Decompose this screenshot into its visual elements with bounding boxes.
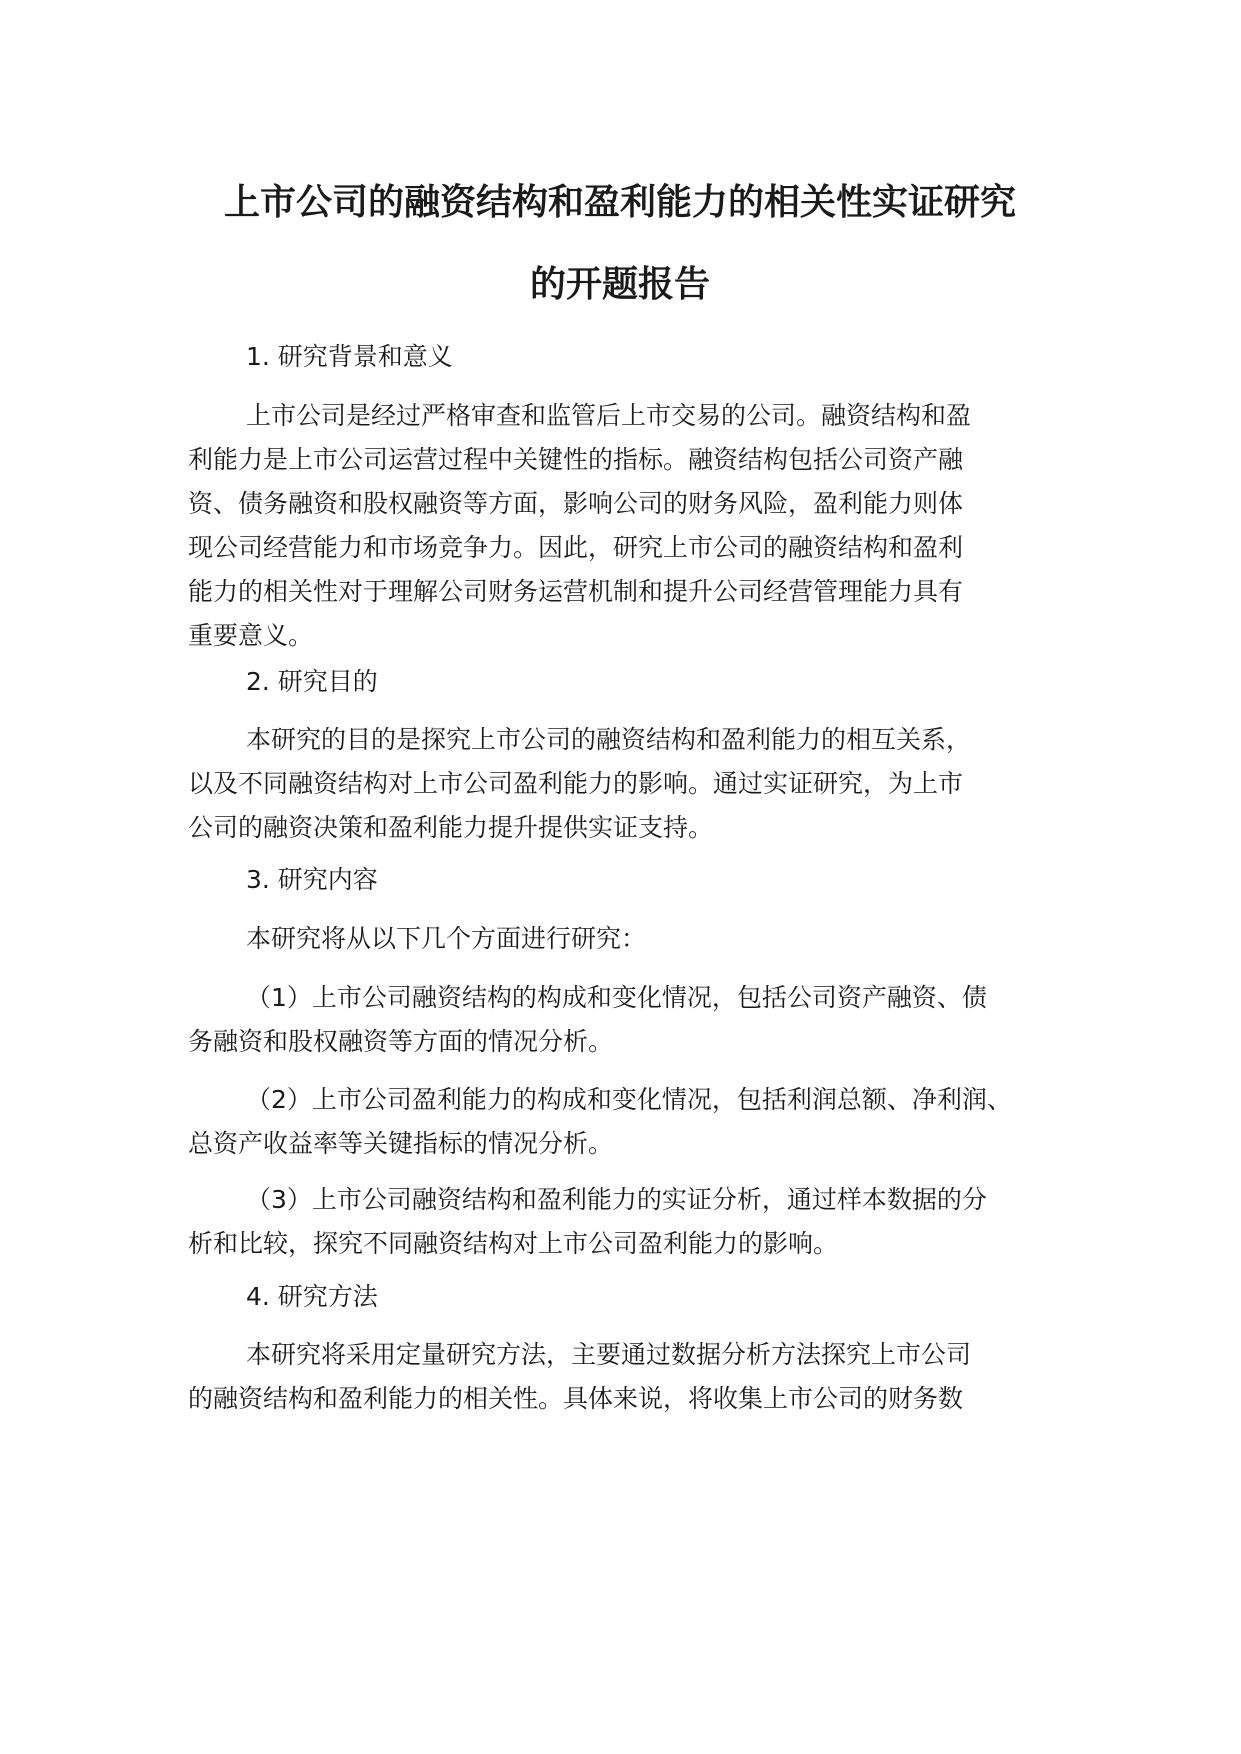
heading-text: 4. 研究方法 <box>246 1282 378 1311</box>
document-title-line-2: 的开题报告 <box>529 264 710 305</box>
list-item-1 <box>188 976 1068 1064</box>
list-item-3 <box>188 1178 1068 1266</box>
paragraph-method <box>188 1333 1068 1421</box>
heading-text: 3. 研究内容 <box>246 865 378 894</box>
paragraph-background <box>188 394 1068 658</box>
paragraph-line: 本研究将从以下几个方面进行研究： <box>246 924 647 953</box>
paragraph-line: 能力的相关性对于理解公司财务运营机制和提升公司经营管理能力具有 <box>188 577 964 606</box>
list-item-2 <box>188 1078 1068 1166</box>
paragraph-purpose <box>188 718 1068 850</box>
paragraph-content-intro <box>188 917 1068 961</box>
paragraph-line: 务融资和股权融资等方面的情况分析。 <box>188 1027 614 1056</box>
paragraph-line: （3）上市公司融资结构和盈利能力的实证分析，通过样本数据的分 <box>246 1185 987 1214</box>
section-heading-background <box>188 335 1068 379</box>
heading-text: 1. 研究背景和意义 <box>246 342 453 371</box>
paragraph-line: 本研究的目的是探究上市公司的融资结构和盈利能力的相互关系， <box>246 725 972 754</box>
paragraph-line: 本研究将采用定量研究方法，主要通过数据分析方法探究上市公司 <box>246 1340 972 1369</box>
paragraph-line: 以及不同融资结构对上市公司盈利能力的影响。通过实证研究，为上市 <box>188 769 964 798</box>
paragraph-line: 的融资结构和盈利能力的相关性。具体来说，将收集上市公司的财务数 <box>188 1384 964 1413</box>
paragraph-line: （2）上市公司盈利能力的构成和变化情况，包括利润总额、净利润、 <box>246 1085 1012 1114</box>
heading-text: 2. 研究目的 <box>246 667 378 696</box>
section-heading-content <box>188 858 1068 902</box>
paragraph-line: 资、债务融资和股权融资等方面，影响公司的财务风险，盈利能力则体 <box>188 489 964 518</box>
document-title-line-1: 上市公司的融资结构和盈利能力的相关性实证研究 <box>223 182 1016 223</box>
paragraph-line: （1）上市公司融资结构的构成和变化情况，包括公司资产融资、债 <box>246 983 987 1012</box>
paragraph-line: 公司的融资决策和盈利能力提升提供实证支持。 <box>188 813 714 842</box>
paragraph-line: 利能力是上市公司运营过程中关键性的指标。融资结构包括公司资产融 <box>188 445 964 474</box>
paragraph-line: 总资产收益率等关键指标的情况分析。 <box>188 1129 614 1158</box>
paragraph-line: 析和比较，探究不同融资结构对上市公司盈利能力的影响。 <box>188 1229 839 1258</box>
section-heading-purpose <box>188 660 1068 704</box>
paragraph-line: 现公司经营能力和市场竞争力。因此，研究上市公司的融资结构和盈利 <box>188 533 964 562</box>
paragraph-line: 重要意义。 <box>188 621 314 650</box>
paragraph-line: 上市公司是经过严格审查和监管后上市交易的公司。融资结构和盈 <box>246 401 972 430</box>
section-heading-method <box>188 1275 1068 1319</box>
